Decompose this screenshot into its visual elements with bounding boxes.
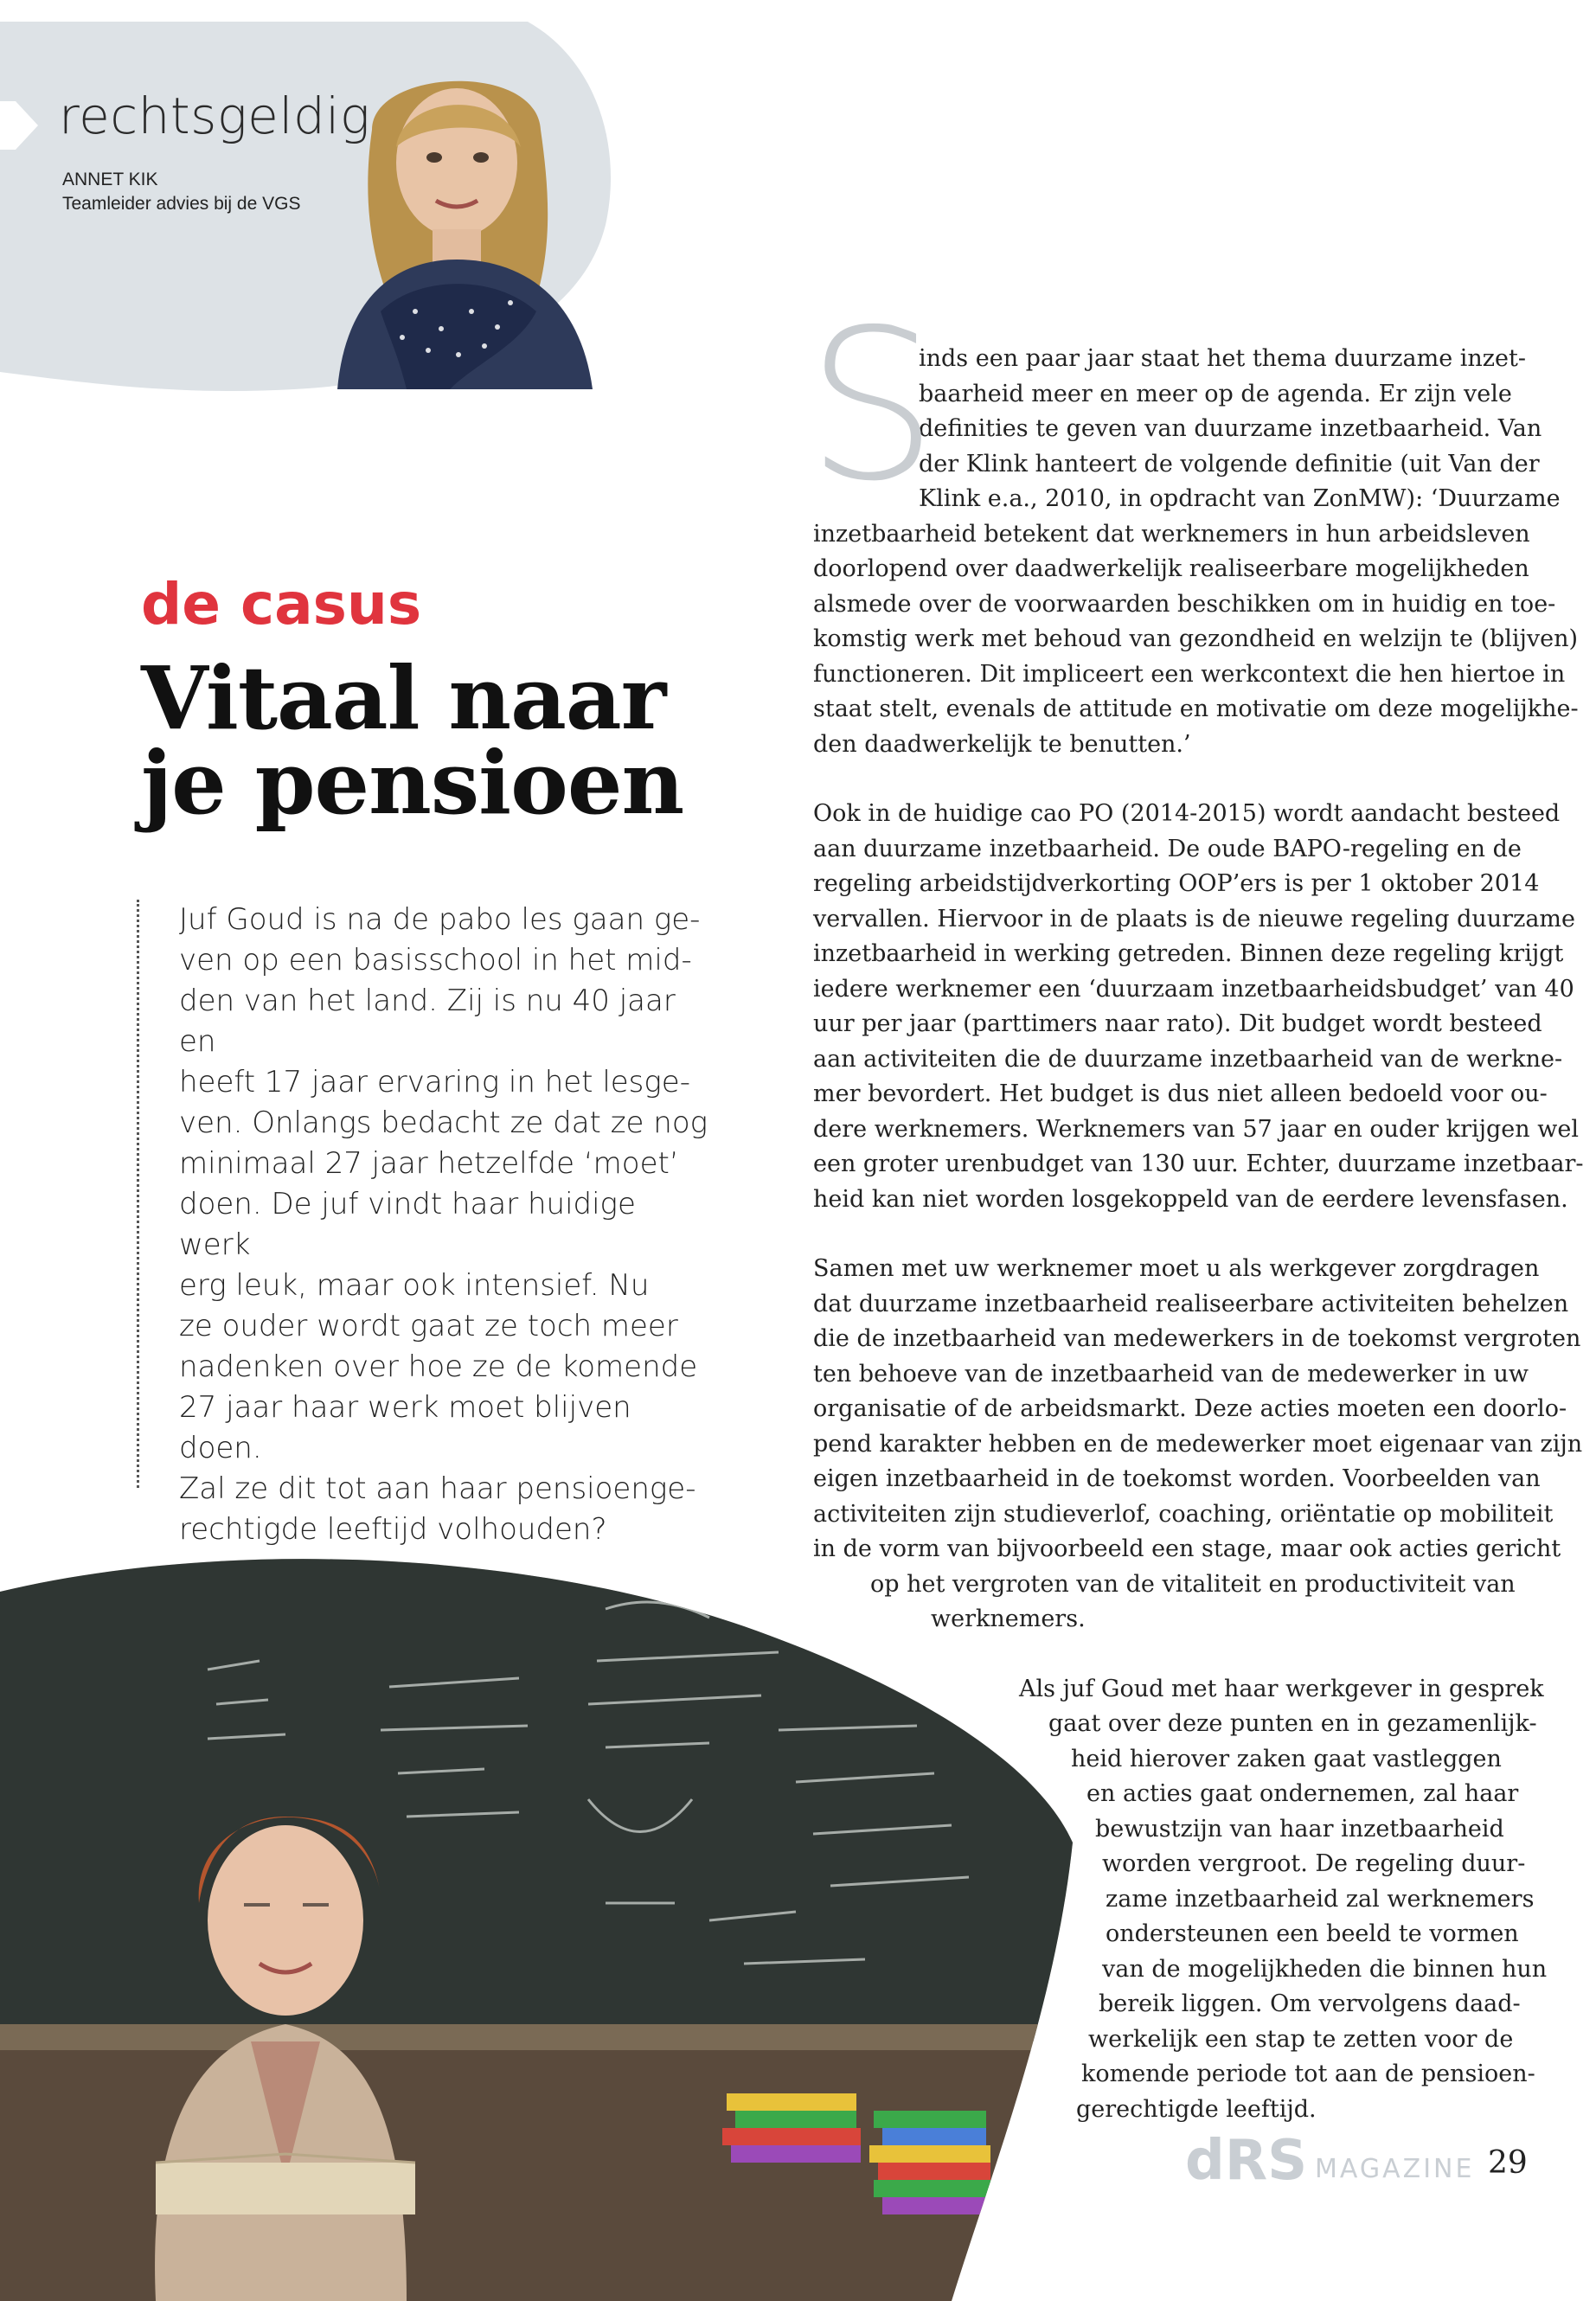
text-line: mer bevordert. Het budget is dus niet alleen bedoeld voor ou- [813, 1080, 1548, 1107]
text-line: Samen met uw werknemer moet u als werkgever zorgdragen [813, 1255, 1540, 1282]
text-line: inzetbaarheid in werking getreden. Binnen deze regeling krijgt [813, 940, 1564, 967]
text-line: ondersteunen een beeld te vormen [1106, 1920, 1519, 1947]
article-headline: Vitaal naar je pensioen [141, 647, 684, 834]
text-line: dere werknemers. Werknemers van 57 jaar en ouder krijgen wel [813, 1115, 1579, 1143]
text-line: zame inzetbaarheid zal werknemers [1106, 1885, 1535, 1913]
text-line: van de mogelijkheden die binnen hun [1102, 1955, 1548, 1983]
text-line: baarheid meer en meer op de agenda. Er zijn vele [919, 380, 1512, 407]
text-line: aan duurzame inzetbaarheid. De oude BAPO-regeling en de [813, 835, 1522, 862]
text-line: op het vergroten van de vitaliteit en productiviteit van [870, 1570, 1516, 1598]
text-line: pend karakter hebben en de medewerker moet eigenaar van zijn [813, 1430, 1583, 1458]
text-line: uur per jaar (parttimers naar rato). Dit budget wordt besteed [813, 1010, 1542, 1037]
text-line: die de inzetbaarheid van medewerkers in de toekomst vergroten [813, 1325, 1581, 1352]
text-line: staat stelt, evenals de attitude en motivatie om deze mogelijkhe- [813, 695, 1579, 722]
magazine-logo [1185, 2124, 1475, 2202]
author-role: Teamleider advies bij de VGS [62, 194, 301, 214]
svg-text:dRS: dRS [1185, 2129, 1308, 2193]
text-line: Klink e.a., 2010, in opdracht van ZonMW): ‘Duurzame [919, 485, 1561, 512]
text-line: en acties gaat ondernemen, zal haar [1086, 1780, 1519, 1807]
text-line: der Klink hanteert de volgende definitie (uit Van der [919, 450, 1540, 478]
text-line: activiteiten zijn studieverlof, coaching, oriëntatie op mobiliteit [813, 1500, 1554, 1528]
teacher-chalkboard-photo [0, 1557, 1090, 2301]
text-line: inzetbaarheid betekent dat werknemers in hun arbeidsleven [813, 520, 1530, 548]
text-line: werknemers. [931, 1606, 1086, 1632]
text-line: organisatie of de arbeidsmarkt. Deze acties moeten een doorlo- [813, 1395, 1567, 1422]
text-line: ten behoeve van de inzetbaarheid van de medewerker in uw [813, 1360, 1529, 1388]
text-line: Als juf Goud met haar werkgever in gesprek [1019, 1675, 1544, 1702]
intro-case-box [137, 900, 715, 1547]
section-label: rechtsgeldig [59, 87, 371, 145]
text-line: gaat over deze punten en in gezamenlijk- [1048, 1710, 1537, 1737]
svg-text:MAGAZINE: MAGAZINE [1315, 2154, 1475, 2184]
intro-text: Juf Goud is na de pabo les gaan ge- ven op een basisschool in het mid- den van het land. Zij is nu 40 jaar en heeft 17 jaar ervaring in het lesge- ven. Onlangs bedacht ze dat ze nog minimaal 27 jaar hetzelfde ‘moet’ doen. De juf vindt haar huidige werk erg leuk, maar ook intensief. Nu ze ouder wordt gaat ze toch meer nadenken over hoe ze de komende 27 jaar haar werk moet blijven doen. Zal ze dit tot aan haar pensioenge- rechtigde leeftijd volhouden? [179, 902, 708, 1547]
text-line: een groter urenbudget van 130 uur. Echter, duurzame inzetbaar- [813, 1150, 1584, 1177]
text-line: vervallen. Hiervoor in de plaats is de nieuwe regeling duurzame [813, 905, 1575, 933]
section-arrow-icon [0, 101, 38, 150]
text-line: aan activiteiten die de duurzame inzetbaarheid van de werkne- [813, 1045, 1563, 1073]
body-paragraph-1 [806, 285, 1579, 762]
text-line: doorlopend over daadwerkelijk realiseerbare mogelijkheden [813, 555, 1529, 582]
text-line: bereik liggen. Om vervolgens daad- [1099, 1990, 1521, 2017]
text-line: komende periode tot aan de pensioen- [1081, 2061, 1535, 2087]
text-line: den daadwerkelijk te benutten.’ [813, 730, 1191, 758]
text-line: bewustzijn van haar inzetbaarheid [1095, 1815, 1504, 1843]
article-kicker: de casus [141, 571, 422, 638]
text-line: alsmede over de voorwaarden beschikken om in huidig en toe- [813, 590, 1556, 618]
text-line: heid hierover zaken gaat vastleggen [1071, 1745, 1502, 1772]
text-line: heid kan niet worden losgekoppeld van de eerdere levensfasen. [813, 1185, 1568, 1213]
body-paragraph-2 [813, 797, 1584, 1217]
text-line: gerechtigde leeftijd. [1076, 2095, 1317, 2123]
text-line: in de vorm van bijvoorbeeld een stage, maar ook acties gericht [813, 1535, 1561, 1562]
text-line: regeling arbeidstijdverkorting OOP’ers is per 1 oktober 2014 [813, 870, 1540, 897]
author-name: ANNET KIK [62, 170, 158, 189]
text-line: dat duurzame inzetbaarheid realiseerbare activiteiten behelzen [813, 1290, 1569, 1317]
text-line: Ook in de huidige cao PO (2014-2015) wordt aandacht besteed [813, 800, 1561, 827]
drop-cap: S [806, 285, 939, 527]
author-portrait [320, 52, 597, 389]
page-number: 29 [1488, 2145, 1528, 2181]
text-line: inds een paar jaar staat het thema duurzame inzet- [919, 345, 1526, 372]
text-line: komstig werk met behoud van gezondheid en welzijn te (blijven) [813, 625, 1579, 652]
text-line: eigen inzetbaarheid in de toekomst worden. Voorbeelden van [813, 1465, 1541, 1492]
text-line: iedere werknemer een ‘duurzaam inzetbaarheidsbudget’ van 40 [813, 975, 1574, 1003]
text-line: werkelijk een stap te zetten voor de [1088, 2025, 1514, 2053]
text-line: definities te geven van duurzame inzetbaarheid. Van [919, 415, 1542, 442]
text-line: functioneren. Dit impliceert een werkcontext die hen hiertoe in [813, 660, 1566, 688]
text-line: worden vergroot. De regeling duur- [1102, 1850, 1526, 1877]
